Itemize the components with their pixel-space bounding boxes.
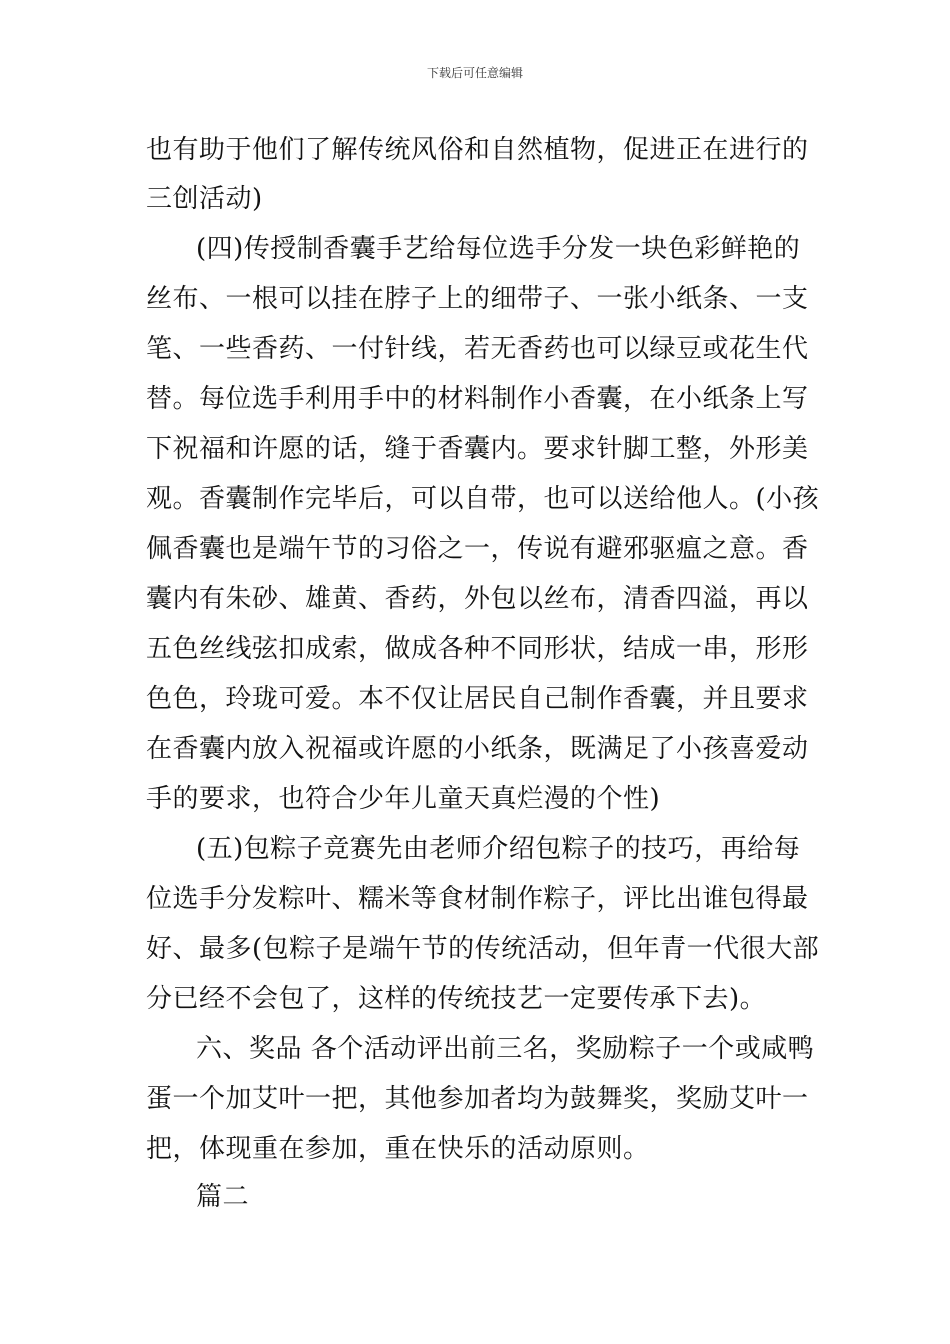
- paragraph-4-start: (四)传授制香囊手艺给每位选手分发一块色彩鲜艳的: [196, 234, 801, 264]
- text-line: 三创活动): [146, 184, 263, 214]
- paragraph-prizes-start: 六、奖品 各个活动评出前三名，奖励粽子一个或咸鸭: [196, 1034, 815, 1064]
- text-line: 下祝福和许愿的话，缝于香囊内。要求针脚工整，外形美: [146, 434, 809, 464]
- text-line: 手的要求，也符合少年儿童天真烂漫的个性): [146, 784, 661, 814]
- section-heading-part-two: 篇二: [196, 1182, 250, 1212]
- paragraph-5-start: (五)包粽子竞赛先由老师介绍包粽子的技巧，再给每: [196, 834, 801, 864]
- text-line: 把，体现重在参加，重在快乐的活动原则。: [146, 1134, 650, 1164]
- text-line: 蛋一个加艾叶一把，其他参加者均为鼓舞奖，奖励艾叶一: [146, 1084, 809, 1114]
- text-line: 五色丝线弦扣成索，做成各种不同形状，结成一串，形形: [146, 634, 809, 664]
- text-line: 替。每位选手利用手中的材料制作小香囊，在小纸条上写: [146, 384, 809, 414]
- text-line: 佩香囊也是端午节的习俗之一，传说有避邪驱瘟之意。香: [146, 534, 809, 564]
- text-line: 好、最多(包粽子是端午节的传统活动，但年青一代很大部: [146, 934, 820, 964]
- text-line: 笔、一些香药、一付针线，若无香药也可以绿豆或花生代: [146, 334, 809, 364]
- text-line: 分已经不会包了，这样的传统技艺一定要传承下去)。: [146, 984, 767, 1014]
- text-line: 在香囊内放入祝福或许愿的小纸条，既满足了小孩喜爱动: [146, 734, 809, 764]
- text-line: 位选手分发粽叶、糯米等食材制作粽子，评比出谁包得最: [146, 884, 809, 914]
- text-line: 观。香囊制作完毕后，可以自带，也可以送给他人。(小孩: [146, 484, 820, 514]
- text-line: 丝布、一根可以挂在脖子上的细带子、一张小纸条、一支: [146, 284, 809, 314]
- page-header-note: 下载后可任意编辑: [426, 66, 523, 80]
- text-line: 色色，玲珑可爱。本不仅让居民自己制作香囊，并且要求: [146, 684, 809, 714]
- text-line: 也有助于他们了解传统风俗和自然植物，促进正在进行的: [146, 135, 809, 165]
- text-line: 囊内有朱砂、雄黄、香药，外包以丝布，清香四溢，再以: [146, 584, 809, 614]
